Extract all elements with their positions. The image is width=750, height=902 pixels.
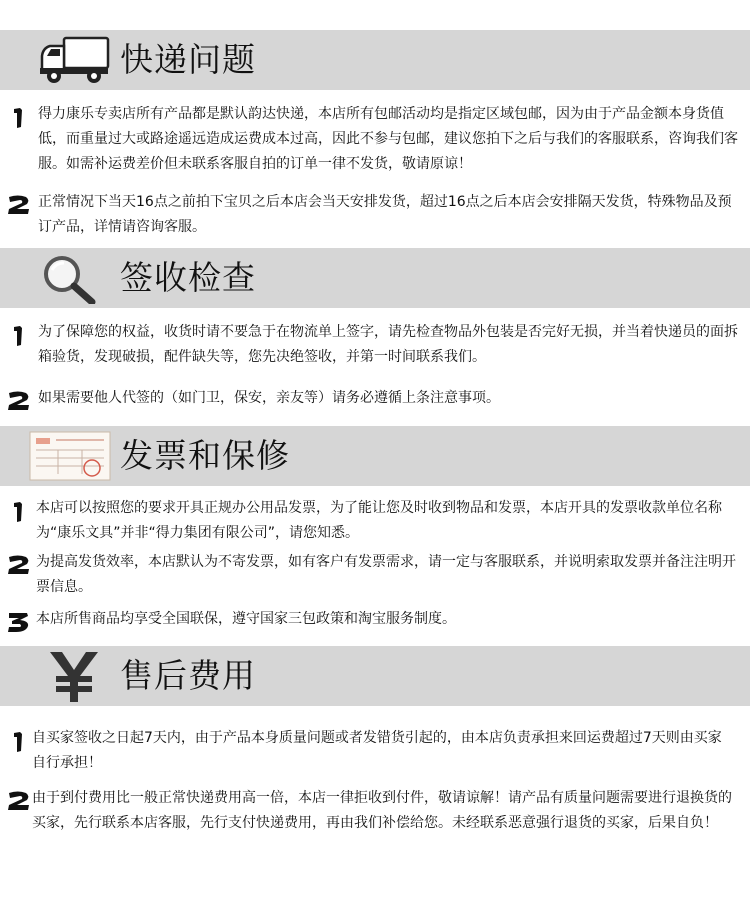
section-header-invoice [0, 426, 750, 486]
item-text: 本店所售商品均享受全国联保，遵守国家三包政策和淘宝服务制度。 [36, 611, 456, 627]
number-2-icon [6, 790, 32, 812]
number-1-icon [6, 500, 32, 522]
item-text: 自买家签收之日起7天内，由于产品本身质量问题或者发错货引起的，由本店负责承担来回运费超过7天则由买家自行承担！ [32, 730, 722, 771]
number-2-icon [6, 554, 32, 576]
item-text: 正常情况下当天16点之前拍下宝贝之后本店会当天安排发货，超过16点之后本店会安排隔天发货，特殊物品及预订产品，详情请咨询客服。 [38, 194, 732, 235]
section-title: 发票和保修 [120, 436, 290, 475]
invoice-icon [28, 430, 112, 482]
number-2-icon [6, 390, 32, 412]
section-header-inspection [0, 248, 750, 308]
section-header-aftersale [0, 646, 750, 706]
item-text: 为了保障您的权益，收货时请不要急于在物流单上签字，请先检查物品外包装是否完好无损，并当着快递员的面拆箱验货，发现破损，配件缺失等，您先决绝签收，并第一时间联系我们。 [38, 324, 738, 365]
yen-icon [38, 650, 110, 702]
section-title: 售后费用 [120, 656, 256, 695]
number-2-icon [6, 194, 32, 216]
number-3-icon [6, 611, 32, 633]
number-1-icon [6, 324, 32, 346]
number-1-icon [6, 730, 32, 752]
section-header-delivery [0, 30, 750, 90]
magnifier-icon [38, 252, 110, 304]
item-text: 如果需要他人代签的（如门卫，保安，亲友等）请务必遵循上条注意事项。 [38, 390, 500, 406]
section-title: 签收检查 [120, 258, 256, 297]
section-title: 快递问题 [120, 40, 256, 79]
item-text: 为提高发货效率，本店默认为不寄发票，如有客户有发票需求，请一定与客服联系，并说明索取发票并备注注明开票信息。 [36, 554, 736, 595]
item-text: 由于到付费用比一般正常快递费用高一倍，本店一律拒收到付件，敬请谅解！请产品有质量问题需要进行退换货的买家，先行联系本店客服，先行支付快递费用，再由我们补偿给您。未经联系恶意强行退货的买家，后果自负！ [32, 790, 732, 831]
item-text: 得力康乐专卖店所有产品都是默认韵达快递，本店所有包邮活动均是指定区域包邮，因为由于产品金额本身货值低，而重量过大或路途遥远造成运费成本过高，因此不参与包邮，建议您拍下之后与我们的客服联系，咨询我们客服。如需补运费差价但未联系客服自拍的订单一律不发货，敬请原谅！ [38, 106, 738, 172]
item-text: 本店可以按照您的要求开具正规办公用品发票，为了能让您及时收到物品和发票，本店开具的发票收款单位名称为“康乐文具”并非“得力集团有限公司”，请您知悉。 [36, 500, 722, 541]
delivery-truck-icon [38, 34, 110, 86]
number-1-icon [6, 106, 32, 128]
